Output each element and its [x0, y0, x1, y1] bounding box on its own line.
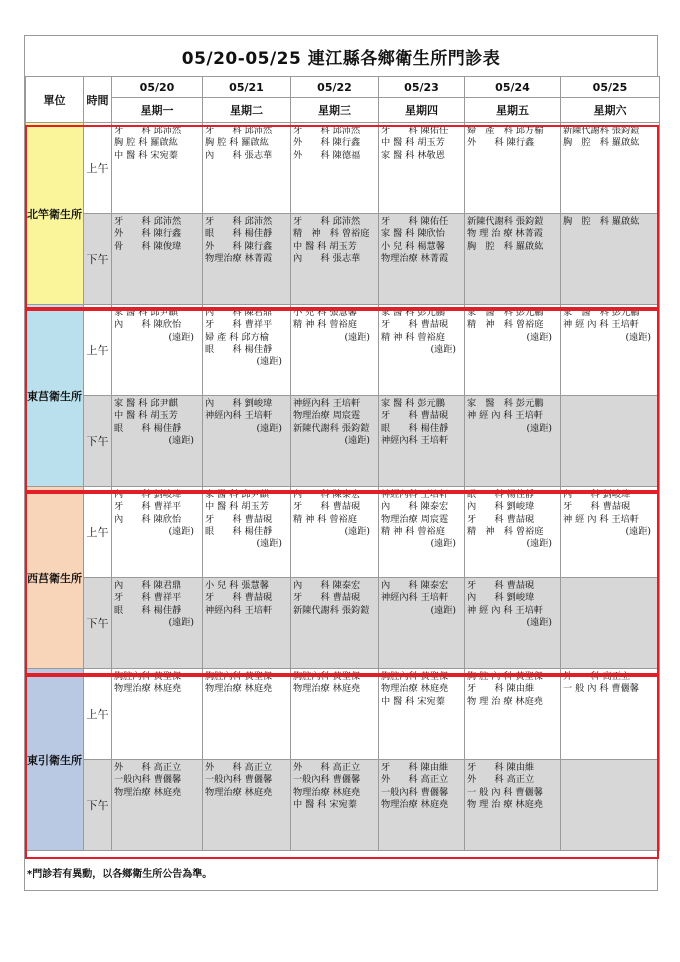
remote-note: (遠距) [625, 525, 651, 537]
clinic-entry: 外 科 高正立 [467, 774, 535, 786]
clinic-cell [379, 487, 465, 578]
remote-note: (遠距) [344, 434, 370, 446]
clinic-entry: 精 神 科 曾裕庭 [467, 319, 544, 331]
clinic-entry: 胸 腔 科 羅啟紘 [467, 240, 544, 252]
clinic-entry: 牙 科 邱沛然 [205, 125, 273, 136]
clinic-entry: 家 醫 科 彭元鵬 [381, 398, 445, 409]
clinic-entry: 內 科 劉峻瑋 [563, 489, 631, 500]
clinic-entry: 外 科 陳行鑫 [293, 137, 361, 149]
clinic-cell [291, 214, 379, 305]
date-header: 05/20 [112, 77, 203, 98]
clinic-entry: 胸腔內科 黃聖傑 [293, 671, 361, 682]
clinic-cell [291, 396, 379, 487]
clinic-cell [112, 305, 203, 396]
clinic-entry: 牙 科 曹祥平 [205, 319, 273, 331]
clinic-entry: 牙 科 曹祥平 [114, 592, 182, 604]
clinic-entry: 家 醫 科 彭元鵬 [381, 307, 445, 318]
period-label: 上午 [84, 305, 112, 396]
clinic-cell [112, 487, 203, 578]
clinic-entry: 內 科 劉峻瑋 [467, 592, 535, 604]
page-title: 05/20-05/25 連江縣各鄉衛生所門診表 [181, 49, 501, 69]
clinic-entry: 中 醫 科 胡玉芳 [381, 137, 445, 149]
clinic-entry: 一般內科 曹儷馨 [381, 786, 449, 798]
clinic-cell [561, 487, 660, 578]
clinic-entry: 胸腔內科 黃聖傑 [381, 671, 449, 682]
clinic-cell [291, 487, 379, 578]
clinic-entry: 內 科 陳君鼎 [114, 580, 182, 591]
clinic-entry: 內 科 陳泰宏 [293, 580, 361, 591]
clinic-cell [291, 305, 379, 396]
clinic-cell [112, 669, 203, 760]
clinic-cell [203, 578, 291, 669]
clinic-entry: 中 醫 科 胡玉芳 [293, 240, 357, 252]
weekday-header: 星期二 [203, 98, 291, 123]
clinic-entry: 精 神 科 曾裕庭 [293, 513, 357, 525]
schedule-row [26, 123, 660, 214]
clinic-entry: 牙 科 陳由維 [467, 683, 535, 695]
clinic-cell [561, 669, 660, 760]
clinic-entry: 小 兒 科 楊慧馨 [381, 240, 445, 252]
clinic-entry: 牙 科 曹喆硯 [293, 592, 361, 604]
unit-name: 北竿衛生所 [26, 123, 84, 305]
clinic-entry: 新陳代謝科 張鈞鎧 [467, 216, 544, 227]
clinic-entry: 物理治療 林庭堯 [293, 683, 361, 695]
clinic-entry: 牙 科 曹喆硯 [205, 592, 273, 604]
clinic-entry: 神 經 內 科 王培軒 [467, 410, 543, 422]
clinic-entry: 物理治療 林庭堯 [114, 786, 182, 798]
clinic-cell [291, 669, 379, 760]
remote-note: (遠距) [526, 616, 552, 628]
clinic-entry: 眼 科 楊佳靜 [205, 343, 273, 355]
clinic-entry: 神 經 內 科 王培軒 [563, 513, 639, 525]
remote-note: (遠距) [256, 422, 282, 434]
clinic-entry: 家 醫 科 邱尹麒 [114, 398, 178, 409]
clinic-cell [561, 760, 660, 851]
clinic-entry: 神經內科 王培軒 [381, 489, 449, 500]
clinic-entry: 物理治療 林庭堯 [381, 798, 449, 810]
remote-note: (遠距) [168, 525, 194, 537]
clinic-entry: 中 醫 科 宋宛蓁 [293, 798, 357, 810]
clinic-entry: 物 理 治 療 林庭堯 [467, 695, 543, 707]
clinic-entry: 內 科 陳君鼎 [205, 307, 273, 318]
date-header: 05/22 [291, 77, 379, 98]
remote-note: (遠距) [344, 525, 370, 537]
clinic-cell [561, 214, 660, 305]
clinic-entry: 牙 科 曹喆硯 [381, 319, 449, 331]
clinic-entry: 家 醫 科 彭元鵬 [467, 398, 544, 409]
clinic-entry: 眼 科 楊佳靜 [114, 604, 182, 616]
remote-note: (遠距) [168, 434, 194, 446]
clinic-entry: 新陳代謝科 張鈞鎧 [293, 422, 370, 434]
clinic-entry: 家 醫 科 陳欣怡 [381, 228, 445, 240]
clinic-entry: 小 兒 科 張慧馨 [205, 580, 269, 591]
clinic-cell [561, 396, 660, 487]
clinic-entry: 神經內科 王培軒 [381, 434, 449, 446]
period-label: 下午 [84, 578, 112, 669]
clinic-entry: 一 般 內 科 曹儷馨 [467, 786, 543, 798]
schedule-row [26, 760, 660, 851]
clinic-entry: 胸腔內科 黃聖傑 [205, 671, 273, 682]
clinic-entry: 內 科 張志華 [293, 252, 361, 264]
clinic-entry: 小 兒 科 張慧馨 [293, 307, 357, 318]
clinic-entry: 婦 產 科 邱方榆 [205, 331, 269, 343]
clinic-cell [379, 669, 465, 760]
clinic-cell [561, 305, 660, 396]
clinic-entry: 牙 科 曹喆硯 [467, 580, 535, 591]
clinic-entry: 物理治療 林庭堯 [293, 786, 361, 798]
clinic-entry: 牙 科 邱沛然 [293, 216, 361, 227]
clinic-entry: 外 科 陳德福 [293, 149, 361, 161]
clinic-cell [112, 214, 203, 305]
clinic-entry: 胸 腔 科 羅啟紘 [205, 137, 269, 149]
clinic-entry: 物理治療 林庭堯 [381, 683, 449, 695]
clinic-entry: 胸 腔 科 羅啟紘 [563, 216, 640, 227]
clinic-entry: 外 科 高正立 [114, 762, 182, 773]
clinic-entry: 中 醫 科 胡玉芳 [114, 410, 178, 422]
weekday-header: 星期五 [465, 98, 561, 123]
clinic-entry: 精 神 科 曾裕庭 [293, 319, 357, 331]
clinic-entry: 外 科 陳行鑫 [467, 137, 535, 149]
clinic-entry: 胸 腔 科 羅啟紘 [114, 137, 178, 149]
clinic-entry: 中 醫 科 宋宛蓁 [381, 695, 445, 707]
clinic-cell [465, 669, 561, 760]
clinic-entry: 眼 科 楊佳靜 [114, 422, 182, 434]
clinic-entry: 物理治療 林菁霞 [381, 252, 449, 264]
clinic-entry: 牙 科 曹喆硯 [563, 501, 631, 513]
period-label: 上午 [84, 669, 112, 760]
clinic-entry: 牙 科 陳由維 [381, 762, 449, 773]
clinic-entry: 牙 科 邱沛然 [114, 216, 182, 227]
clinic-entry: 一般內科 曹儷馨 [114, 774, 182, 786]
clinic-cell [379, 214, 465, 305]
remote-note: (遠距) [430, 343, 456, 355]
remote-note: (遠距) [526, 331, 552, 343]
clinic-entry: 外 科 高正立 [563, 671, 631, 682]
date-header: 05/23 [379, 77, 465, 98]
clinic-entry: 物理治療 林菁霞 [205, 252, 273, 264]
remote-note: (遠距) [526, 422, 552, 434]
clinic-entry: 牙 科 曹喆硯 [293, 501, 361, 513]
clinic-entry: 家 醫 科 邱尹麒 [114, 307, 178, 318]
remote-note: (遠距) [526, 538, 552, 550]
clinic-entry: 胸 腔 科 羅啟紘 [563, 137, 640, 149]
clinic-entry: 牙 科 陳由維 [467, 762, 535, 773]
period-label: 上午 [84, 487, 112, 578]
clinic-cell [203, 760, 291, 851]
remote-note: (遠距) [256, 538, 282, 550]
clinic-cell [203, 214, 291, 305]
date-header: 05/21 [203, 77, 291, 98]
clinic-entry: 家 醫 科 彭元鵬 [563, 307, 640, 318]
weekday-header: 星期六 [561, 98, 660, 123]
clinic-entry: 內 科 陳欣怡 [114, 319, 182, 331]
clinic-entry: 眼 科 楊佳靜 [467, 489, 535, 500]
clinic-entry: 物 理 治 療 林庭堯 [467, 798, 543, 810]
remote-note: (遠距) [168, 616, 194, 628]
clinic-cell [203, 487, 291, 578]
clinic-entry: 一般內科 曹儷馨 [205, 774, 273, 786]
clinic-entry: 中 醫 科 胡玉芳 [205, 501, 269, 513]
clinic-entry: 新陳代謝科 張鈞鎧 [293, 604, 370, 616]
clinic-cell [112, 760, 203, 851]
clinic-entry: 精 神 科 曾裕庭 [381, 525, 445, 537]
clinic-cell [465, 487, 561, 578]
clinic-entry: 胸 腔 內 科 黃聖傑 [467, 671, 543, 682]
remote-note: (遠距) [344, 331, 370, 343]
clinic-entry: 外 科 高正立 [293, 762, 361, 773]
clinic-cell [291, 760, 379, 851]
clinic-entry: 內 科 劉峻瑋 [467, 501, 535, 513]
clinic-entry: 內 科 陳泰宏 [293, 489, 361, 500]
clinic-entry: 一 般 內 科 曹儷馨 [563, 683, 639, 695]
remote-note: (遠距) [430, 538, 456, 550]
clinic-entry: 牙 科 邱沛然 [114, 125, 182, 136]
clinic-entry: 骨 科 陳俊瑋 [114, 240, 182, 252]
clinic-entry: 物理治療 林庭堯 [205, 786, 273, 798]
clinic-entry: 牙 科 邱沛然 [205, 216, 273, 227]
clinic-cell [465, 305, 561, 396]
time-header: 時間 [84, 77, 112, 123]
clinic-entry: 神經內科 王培軒 [205, 410, 273, 422]
clinic-cell [203, 123, 291, 214]
clinic-entry: 家 醫 科 林敬恩 [381, 149, 445, 161]
date-header: 05/25 [561, 77, 660, 98]
clinic-entry: 物理治療 周宸霆 [293, 410, 361, 422]
clinic-entry: 物理治療 周宸霆 [381, 513, 449, 525]
clinic-cell [379, 305, 465, 396]
clinic-entry: 精 神 科 曾裕庭 [467, 525, 544, 537]
clinic-cell [561, 578, 660, 669]
unit-name: 東引衛生所 [26, 669, 84, 851]
clinic-entry: 物理治療 林庭堯 [114, 683, 182, 695]
clinic-cell [291, 123, 379, 214]
schedule-sheet [24, 35, 658, 891]
clinic-entry: 牙 科 曹祥平 [114, 501, 182, 513]
clinic-entry: 精 神 科 曾裕庭 [381, 331, 445, 343]
schedule-row [26, 305, 660, 396]
clinic-schedule-table [25, 76, 660, 851]
clinic-entry: 家 醫 科 彭元鵬 [467, 307, 544, 318]
clinic-entry: 內 科 陳泰宏 [381, 580, 449, 591]
footnote: *門診若有異動，以各鄉衛生所公告為準。 [27, 869, 213, 880]
weekday-header: 星期三 [291, 98, 379, 123]
weekday-header: 星期一 [112, 98, 203, 123]
clinic-entry: 新陳代謝科 張鈞鎧 [563, 125, 640, 136]
clinic-cell [203, 305, 291, 396]
clinic-cell [379, 396, 465, 487]
clinic-entry: 家 醫 科 邱尹麒 [205, 489, 269, 500]
unit-name: 西莒衛生所 [26, 487, 84, 669]
remote-note: (遠距) [430, 604, 456, 616]
clinic-entry: 牙 科 邱沛然 [293, 125, 361, 136]
clinic-entry: 牙 科 曹喆硯 [381, 410, 449, 422]
clinic-entry: 物理治療 林庭堯 [205, 683, 273, 695]
clinic-cell [561, 123, 660, 214]
clinic-entry: 內 科 劉峻瑋 [205, 398, 273, 409]
remote-note: (遠距) [625, 331, 651, 343]
clinic-cell [291, 578, 379, 669]
clinic-cell [465, 760, 561, 851]
period-label: 下午 [84, 760, 112, 851]
remote-note: (遠距) [168, 331, 194, 343]
clinic-entry: 牙 科 陳佑任 [381, 125, 449, 136]
clinic-entry: 神經內科 王培軒 [205, 604, 273, 616]
clinic-cell [203, 669, 291, 760]
clinic-cell [465, 214, 561, 305]
period-label: 下午 [84, 214, 112, 305]
clinic-entry: 眼 科 楊佳靜 [205, 228, 273, 240]
clinic-entry: 牙 科 陳佑任 [381, 216, 449, 227]
period-label: 下午 [84, 396, 112, 487]
schedule-row [26, 669, 660, 760]
clinic-cell [379, 123, 465, 214]
clinic-cell [112, 396, 203, 487]
clinic-entry: 神經內科 王培軒 [381, 592, 449, 604]
clinic-entry: 外 科 高正立 [381, 774, 449, 786]
clinic-entry: 內 科 張志華 [205, 149, 273, 161]
clinic-entry: 神經內科 王培軒 [293, 398, 361, 409]
period-label: 上午 [84, 123, 112, 214]
clinic-entry: 牙 科 曹喆硯 [467, 513, 535, 525]
clinic-entry: 一般內科 曹儷馨 [293, 774, 361, 786]
clinic-entry: 內 科 陳欣怡 [114, 513, 182, 525]
clinic-entry: 外 科 陳行鑫 [114, 228, 182, 240]
unit-header: 單位 [26, 77, 84, 123]
weekday-header: 星期四 [379, 98, 465, 123]
clinic-cell [112, 578, 203, 669]
schedule-row [26, 214, 660, 305]
date-header: 05/24 [465, 77, 561, 98]
clinic-cell [203, 396, 291, 487]
clinic-entry: 神 經 內 科 王培軒 [563, 319, 639, 331]
remote-note: (遠距) [256, 356, 282, 368]
schedule-row [26, 578, 660, 669]
clinic-cell [379, 760, 465, 851]
clinic-entry: 眼 科 楊佳靜 [205, 525, 273, 537]
schedule-row [26, 396, 660, 487]
clinic-cell [112, 123, 203, 214]
schedule-body [26, 123, 660, 851]
clinic-entry: 內 科 陳泰宏 [381, 501, 449, 513]
clinic-entry: 精 神 科 曾裕庭 [293, 228, 370, 240]
clinic-entry: 中 醫 科 宋宛蓁 [114, 149, 178, 161]
clinic-entry: 胸腔內科 黃聖傑 [114, 671, 182, 682]
clinic-entry: 內 科 劉峻瑋 [114, 489, 182, 500]
clinic-entry: 牙 科 曹喆硯 [205, 513, 273, 525]
clinic-entry: 物 理 治 療 林菁霞 [467, 228, 543, 240]
clinic-cell [379, 578, 465, 669]
clinic-entry: 婦 產 科 邱方榆 [467, 125, 544, 136]
clinic-entry: 眼 科 楊佳靜 [381, 422, 449, 434]
clinic-cell [465, 123, 561, 214]
clinic-cell [465, 578, 561, 669]
clinic-entry: 神 經 內 科 王培軒 [467, 604, 543, 616]
clinic-entry: 外 科 陳行鑫 [205, 240, 273, 252]
schedule-row [26, 487, 660, 578]
unit-name: 東莒衛生所 [26, 305, 84, 487]
clinic-entry: 外 科 高正立 [205, 762, 273, 773]
clinic-cell [465, 396, 561, 487]
